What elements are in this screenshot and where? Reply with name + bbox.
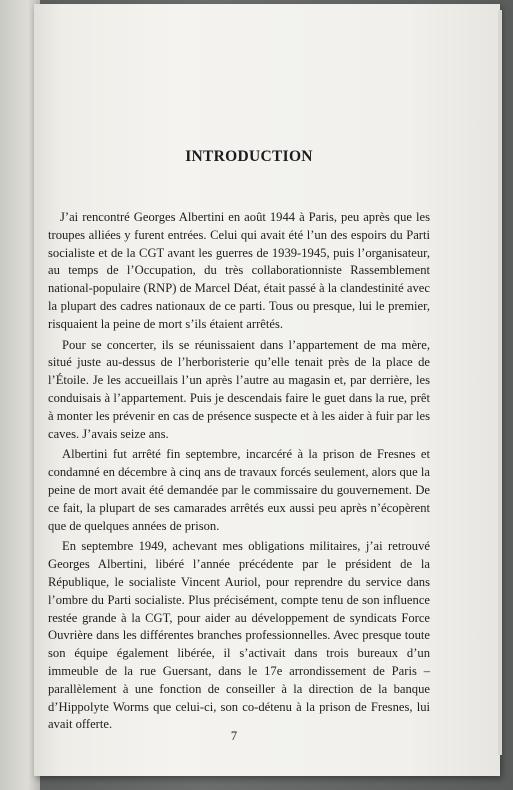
chapter-title: INTRODUCTION: [185, 148, 313, 165]
paragraph-1: J’ai rencontré Georges Albertini en août 1944 à Paris, peu après que les troupes alliées y furent entrées. Celui qui avait été l’un des espoirs du Parti socialiste et de la CGT avant les guerres de 1939-1945, puis l’organisateur, au temps de l’Occupation, du très collaborationniste Rassemblement national-populaire (RNP) de Marcel Déat, était passé à la clandestinité avec la plupart des cadres nationaux de ce parti. Tous ou presque, lui le premier, risquaient la peine de mort s’ils étaient arrêtés.: [48, 210, 430, 331]
chapter-body: [48, 209, 430, 734]
page-number: 7: [230, 729, 238, 743]
paragraph-4: En septembre 1949, achevant mes obligations militaires, j’ai retrouvé Georges Albertini, libéré l’année précédente par le président de la République, le socialiste Vincent Auriol, pour reprendre du service dans l’ombre du Parti socialiste. Plus précisément, compte tenu de son influence restée grande à la CGT, pour aider au développement de syndicats Force Ouvrière dans les différentes branches professionnelles. Avec presque toute son équipe également libérée, il s’activait dans trois bureaux d’un immeuble de la rue Guersant, dans le 17e arrondissement de Paris – parallèlement à une fonction de conseiller à la direction de la banque d’Hippolyte Worms que celui-ci, son co-détenu à la prison de Fresnes, lui avait offerte.: [48, 539, 430, 732]
paragraph-3: Albertini fut arrêté fin septembre, incarcéré à la prison de Fresnes et condamné en décembre à cinq ans de travaux forcés seulement, alors que la peine de mort avait été demandée par le commissaire du gouvernement. De ce fait, la plupart de ses camarades arrêtés eux aussi peu après n’écopèrent que de quelques années de prison.: [48, 447, 430, 533]
paragraph-2: Pour se concerter, ils se réunissaient dans l’appartement de ma mère, situé juste au-dessus de l’herboristerie qu’elle tenait près de la place de l’Étoile. Je les accueillais l’un après l’autre au magasin et, par derrière, les conduisais à l’appartement. Puis je descendais faire le guet dans la rue, prêt à monter les prévenir en cas de présence suspecte et à les aider à fuir par les caves. J’avais seize ans.: [48, 337, 430, 441]
page-stack-edge: [498, 10, 502, 755]
